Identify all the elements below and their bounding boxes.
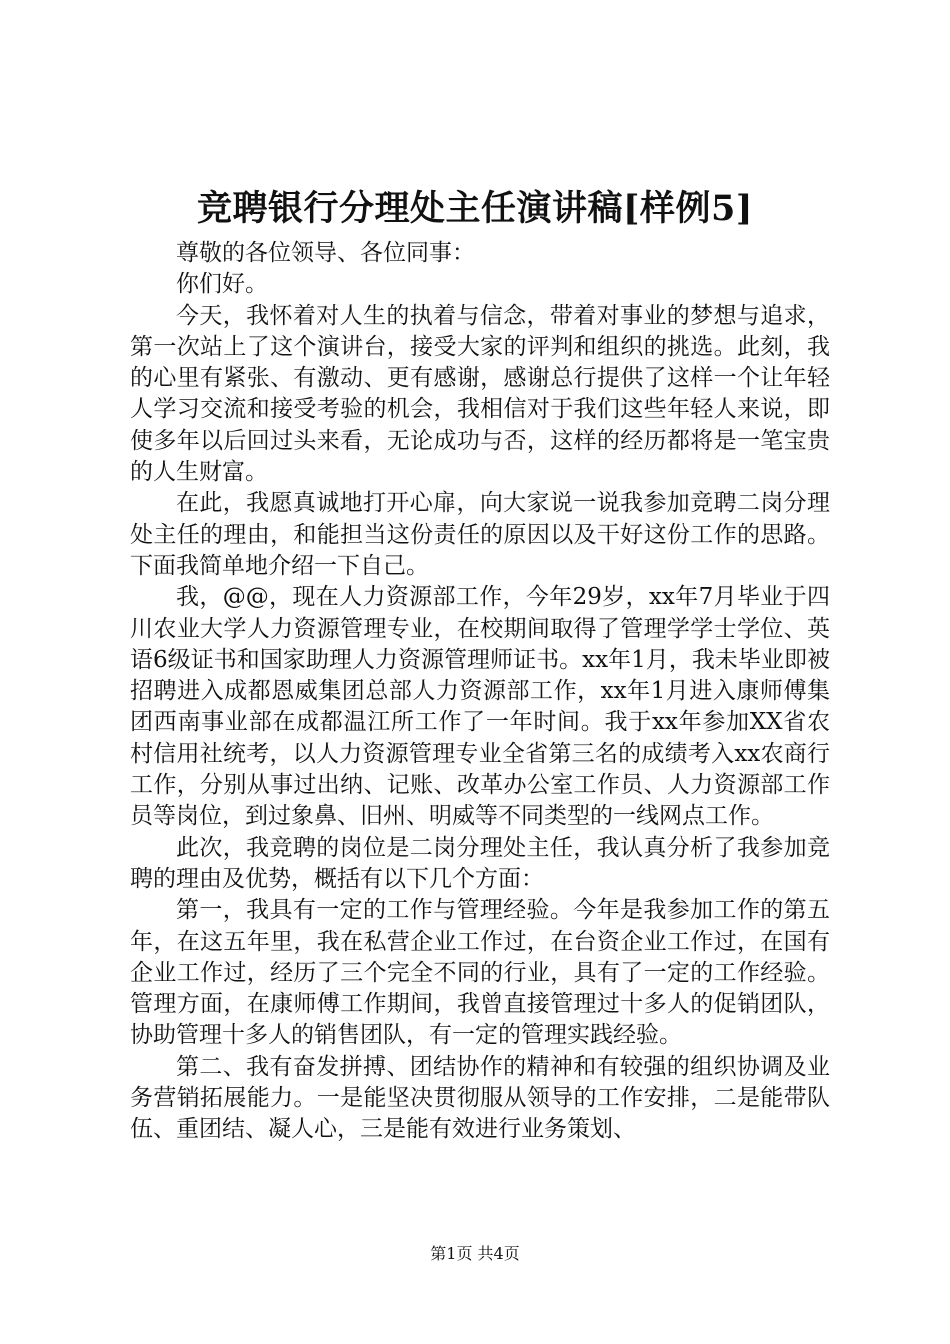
paragraph-position: 此次，我竞聘的岗位是二岗分理处主任，我认真分析了我参加竞聘的理由及优势，概括有以下几个方面： xyxy=(130,834,830,892)
paragraph-first-reason: 第一，我具有一定的工作与管理经验。今年是我参加工作的第五年，在这五年里，我在私营企业工作过，在台资企业工作过，在国有企业工作过，经历了三个完全不同的行业，具有了一定的工作经验。管理方面，在康师傅工作期间，我曾直接管理过十多人的促销团队，协助管理十多人的销售团队，有一定的管理实践经验。 xyxy=(130,897,830,1049)
paragraph-second-reason: 第二、我有奋发拼搏、团结协作的精神和有较强的组织协调及业务营销拓展能力。一是能坚决贯彻服从领导的工作安排，二是能带队伍、重团结、凝人心，三是能有效进行业务策划、 xyxy=(130,1053,830,1143)
page-number: 第1页 共4页 xyxy=(430,1244,520,1263)
paragraph-opening: 今天，我怀着对人生的执着与信念，带着对事业的梦想与追求，第一次站上了这个演讲台，接受大家的评判和组织的挑选。此刻，我的心里有紧张、有激动、更有感谢，感谢总行提供了这样一个让年轻人学习交流和接受考验的机会，我相信对于我们这些年轻人来说，即使多年以后回过头来看，无论成功与否，这样的经历都将是一笔宝贵的人生财富。 xyxy=(130,302,830,486)
document-body xyxy=(130,238,830,1146)
paragraph-self-introduction: 我，@@，现在人力资源部工作，今年29岁，xx年7月毕业于四川农业大学人力资源管理专业，在校期间取得了管理学学士学位、英语6级证书和国家助理人力资源管理师证书。xx年1月，我未毕业即被招聘进入成都恩威集团总部人力资源部工作，xx年1月进入康师傅集团西南事业部在成都温江所工作了一年时间。我于xx年参加XX省农村信用社统考，以人力资源管理专业全省第三名的成绩考入xx农商行工作，分别从事过出纳、记账、改革办公室工作员、人力资源部工作员等岗位，到过象鼻、旧州、明威等不同类型的一线网点工作。 xyxy=(130,584,830,830)
paragraph-purpose: 在此，我愿真诚地打开心扉，向大家说一说我参加竞聘二岗分理处主任的理由，和能担当这份责任的原因以及干好这份工作的思路。下面我简单地介绍一下自己。 xyxy=(130,490,830,579)
document-title: 竞聘银行分理处主任演讲稿[样例5] xyxy=(197,188,753,229)
paragraph-greeting: 你们好。 xyxy=(176,271,268,298)
paragraph-salutation: 尊敬的各位领导、各位同事： xyxy=(176,240,475,266)
